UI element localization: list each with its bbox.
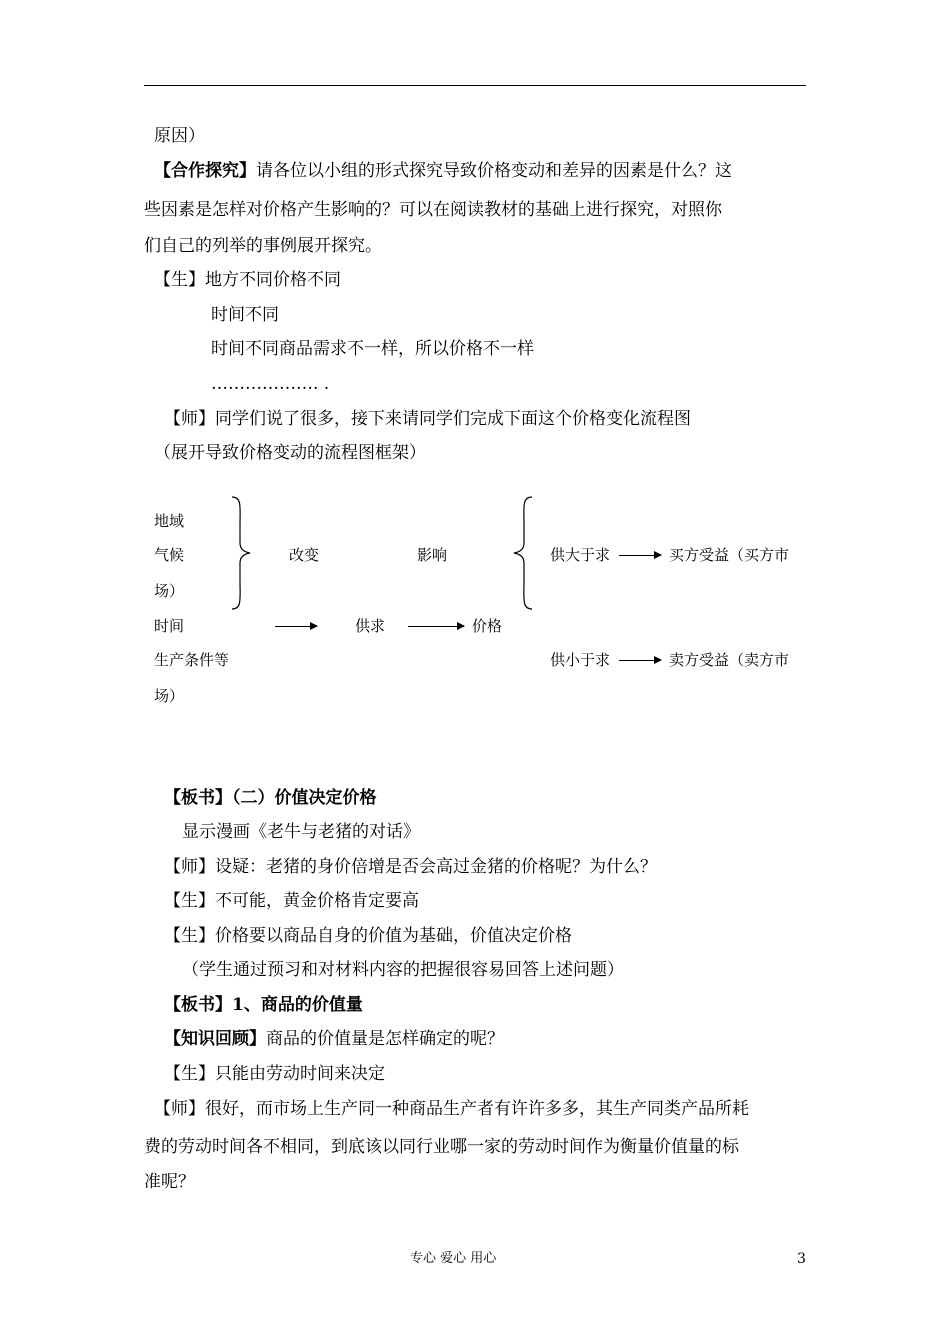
page-number: 3 [797,1251,806,1267]
text-line [154,161,732,181]
text-span: 设疑：老猪的身价倍增是否会高过金猪的价格呢？为什么？ [215,857,657,877]
factor-region: 地域 [154,512,185,530]
text-line: 显示漫画《老牛与老猪的对话》 [182,822,420,842]
label-supply-demand: 供求 [355,617,386,635]
text-span: 同学们说了很多，接下来请同学们完成下面这个价格变化流程图 [215,409,691,429]
text-line: 准呢？ [144,1172,195,1192]
text-line: 时间不同商品需求不一样，所以价格不一样 [211,339,534,359]
arrow-right-icon [408,626,464,627]
tag-cooperative-inquiry: 【合作探究】 [154,161,256,181]
arrow-right-icon [619,660,661,661]
tag-knowledge-review: 【知识回顾】 [164,1029,266,1049]
tag-student: 【生】 [164,926,215,946]
text-line: 原因） [154,126,205,146]
text-line [164,891,419,911]
arrow-right-icon [619,555,661,556]
text-span: 不可能，黄金价格肯定要高 [215,891,419,911]
right-brace-icon [228,495,254,611]
arrow-right-icon [275,626,317,627]
text-line [154,270,341,290]
text-span: 很好，而市场上生产同一种商品生产者有许许多多，其生产同类产品所耗 [205,1099,749,1119]
tag-teacher: 【师】 [164,857,215,877]
text-line: 时间不同 [211,305,279,325]
footer-slogan: 专心 爱心 用心 [410,1251,497,1266]
tag-teacher: 【师】 [164,409,215,429]
text-line [164,857,657,877]
label-oversupply: 供大于求 [550,546,611,564]
text-line [164,1064,385,1084]
text-line [164,926,572,946]
section-heading [164,995,363,1015]
label-change: 改变 [289,546,320,564]
fragment-text: 场） [154,687,185,705]
fragment-text: 场） [154,582,185,600]
text-line: 们自己的列举的事例展开探究。 [144,236,382,256]
text-line: 些因素是怎样对价格产生影响的？可以在阅读教材的基础上进行探究，对照你 [144,200,722,220]
text-span: 1、商品的价值量 [232,995,363,1015]
tag-student: 【生】 [154,270,205,290]
ellipsis-line: ………………. . [211,374,330,394]
factor-time: 时间 [154,617,185,635]
tag-teacher: 【师】 [154,1099,205,1119]
tag-student: 【生】 [164,891,215,911]
text-line: （学生通过预习和对材料内容的把握很容易回答上述问题） [182,960,624,980]
factor-climate: 气候 [154,546,185,564]
header-rule [144,85,806,86]
label-price: 价格 [472,617,503,635]
section-heading: 【板书】（二）价值决定价格 [164,788,377,808]
text-span: 地方不同价格不同 [205,270,341,290]
left-brace-icon [510,495,536,611]
label-seller-gain: 卖方受益（卖方市 [669,651,790,669]
factor-production: 生产条件等 [154,651,230,669]
label-undersupply: 供小于求 [550,651,611,669]
text-line: 费的劳动时间各不相同，到底该以同行业哪一家的劳动时间作为衡量价值量的标 [144,1137,739,1157]
text-span: 请各位以小组的形式探究导致价格变动和差异的因素是什么？这 [256,161,732,181]
text-line [154,1099,749,1119]
label-buyer-gain: 买方受益（买方市 [669,546,790,564]
text-line: （展开导致价格变动的流程图框架） [154,443,426,463]
text-span: 只能由劳动时间来决定 [215,1064,385,1084]
tag-student: 【生】 [164,1064,215,1084]
label-influence: 影响 [417,546,448,564]
text-span: 价格要以商品自身的价值为基础，价值决定价格 [215,926,572,946]
text-span: 商品的价值量是怎样确定的呢？ [266,1029,504,1049]
text-line [164,409,691,429]
text-line [164,1029,504,1049]
tag-board: 【板书】 [164,995,232,1015]
